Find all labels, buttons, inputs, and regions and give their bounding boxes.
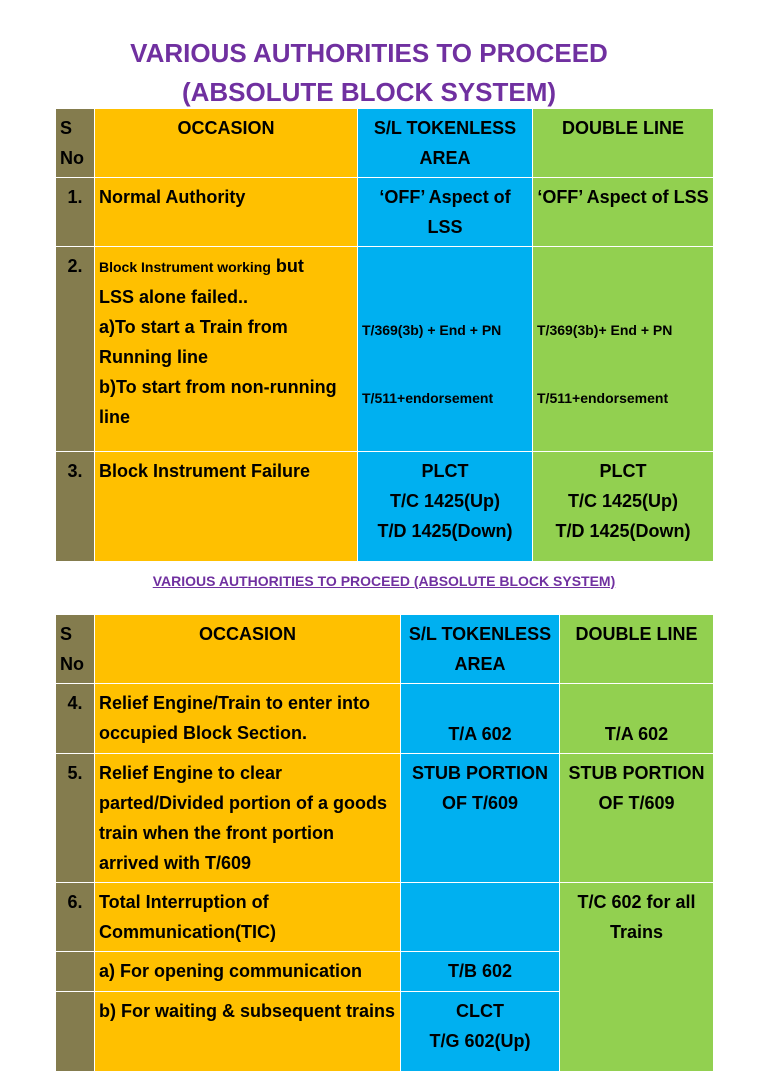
table-row <box>56 883 714 952</box>
row-dl-authority: ‘OFF’ Aspect of LSS <box>533 178 714 247</box>
authority-text: T/369(3b) + End + PN <box>362 322 502 338</box>
row-occasion: Normal Authority <box>95 178 358 247</box>
row-sno: 6. <box>56 883 95 952</box>
occasion-text: LSS alone failed.. <box>99 287 249 307</box>
row-sl-authority: STUB PORTION OF T/609 <box>401 754 560 883</box>
header-sno: S No <box>56 109 95 178</box>
authority-text: CLCT <box>456 1001 504 1021</box>
row-dl-authority: T/C 602 for all Trains <box>560 883 714 1072</box>
authority-text: T/C 1425(Up) <box>389 491 501 511</box>
authority-text: T/C 1425(Up) <box>567 491 679 511</box>
authority-text: T/D 1425(Down) <box>555 521 691 541</box>
authority-text: T/369(3b)+ End + PN <box>537 322 673 338</box>
occasion-text: a)To start a Train from Running line <box>99 317 288 367</box>
occasion-text: but <box>270 256 304 276</box>
occasion-small-text: Block Instrument working <box>99 259 271 275</box>
authority-text: T/G 602(Up) <box>429 1031 531 1051</box>
row-sl-authority: T/A 602 <box>401 684 560 754</box>
page-title-line2: (ABSOLUTE BLOCK SYSTEM) <box>181 77 557 107</box>
row-sl-authority <box>401 992 560 1072</box>
header-sno: S No <box>56 615 95 684</box>
row-sl-authority: T/B 602 <box>401 952 560 992</box>
section-title: VARIOUS AUTHORITIES TO PROCEED (ABSOLUTE BLOCK SYSTEM) <box>152 573 616 589</box>
authority-text: T/511+endorsement <box>537 390 669 406</box>
row-sno: 5. <box>56 754 95 883</box>
row-occasion: Relief Engine/Train to enter into occupied Block Section. <box>95 684 401 754</box>
occasion-text: b) For waiting & subsequent trains <box>99 1001 396 1021</box>
row-sl-authority <box>401 883 560 952</box>
row-sl-authority: ‘OFF’ Aspect of LSS <box>358 178 533 247</box>
row-sno: 2. <box>56 247 95 452</box>
header-occasion: OCCASION <box>95 109 358 178</box>
row-occasion: Relief Engine to clear parted/Divided portion of a goods train when the front portion arrived with T/609 <box>95 754 401 883</box>
occasion-text: b)To start from non-running line <box>99 377 337 427</box>
row-sno: 4. <box>56 684 95 754</box>
authority-table-2 <box>55 614 714 1072</box>
authority-text: PLCT <box>599 461 647 481</box>
row-occasion: Block Instrument Failure <box>95 452 358 562</box>
row-sno: 3. <box>56 452 95 562</box>
row-sno <box>56 992 95 1072</box>
table-row <box>56 754 714 883</box>
row-sno <box>56 952 95 992</box>
header-sl-tokenless: S/L TOKENLESS AREA <box>401 615 560 684</box>
header-occasion: OCCASION <box>95 615 401 684</box>
authority-text: PLCT <box>421 461 469 481</box>
row-dl-authority: STUB PORTION OF T/609 <box>560 754 714 883</box>
table-row <box>56 684 714 754</box>
row-sno: 1. <box>56 178 95 247</box>
row-occasion: Total Interruption of Communication(TIC) <box>95 883 401 952</box>
table-header-row <box>56 615 714 684</box>
authority-text: T/D 1425(Down) <box>377 521 513 541</box>
row-occasion: a) For opening communication <box>95 952 401 992</box>
row-dl-authority: T/A 602 <box>560 684 714 754</box>
authority-text: T/511+endorsement <box>362 390 494 406</box>
row-occasion <box>95 992 401 1072</box>
header-double-line: DOUBLE LINE <box>560 615 714 684</box>
header-sl-tokenless: S/L TOKENLESS AREA <box>358 109 533 178</box>
page-title-line1: VARIOUS AUTHORITIES TO PROCEED <box>130 38 608 68</box>
header-double-line: DOUBLE LINE <box>533 109 714 178</box>
